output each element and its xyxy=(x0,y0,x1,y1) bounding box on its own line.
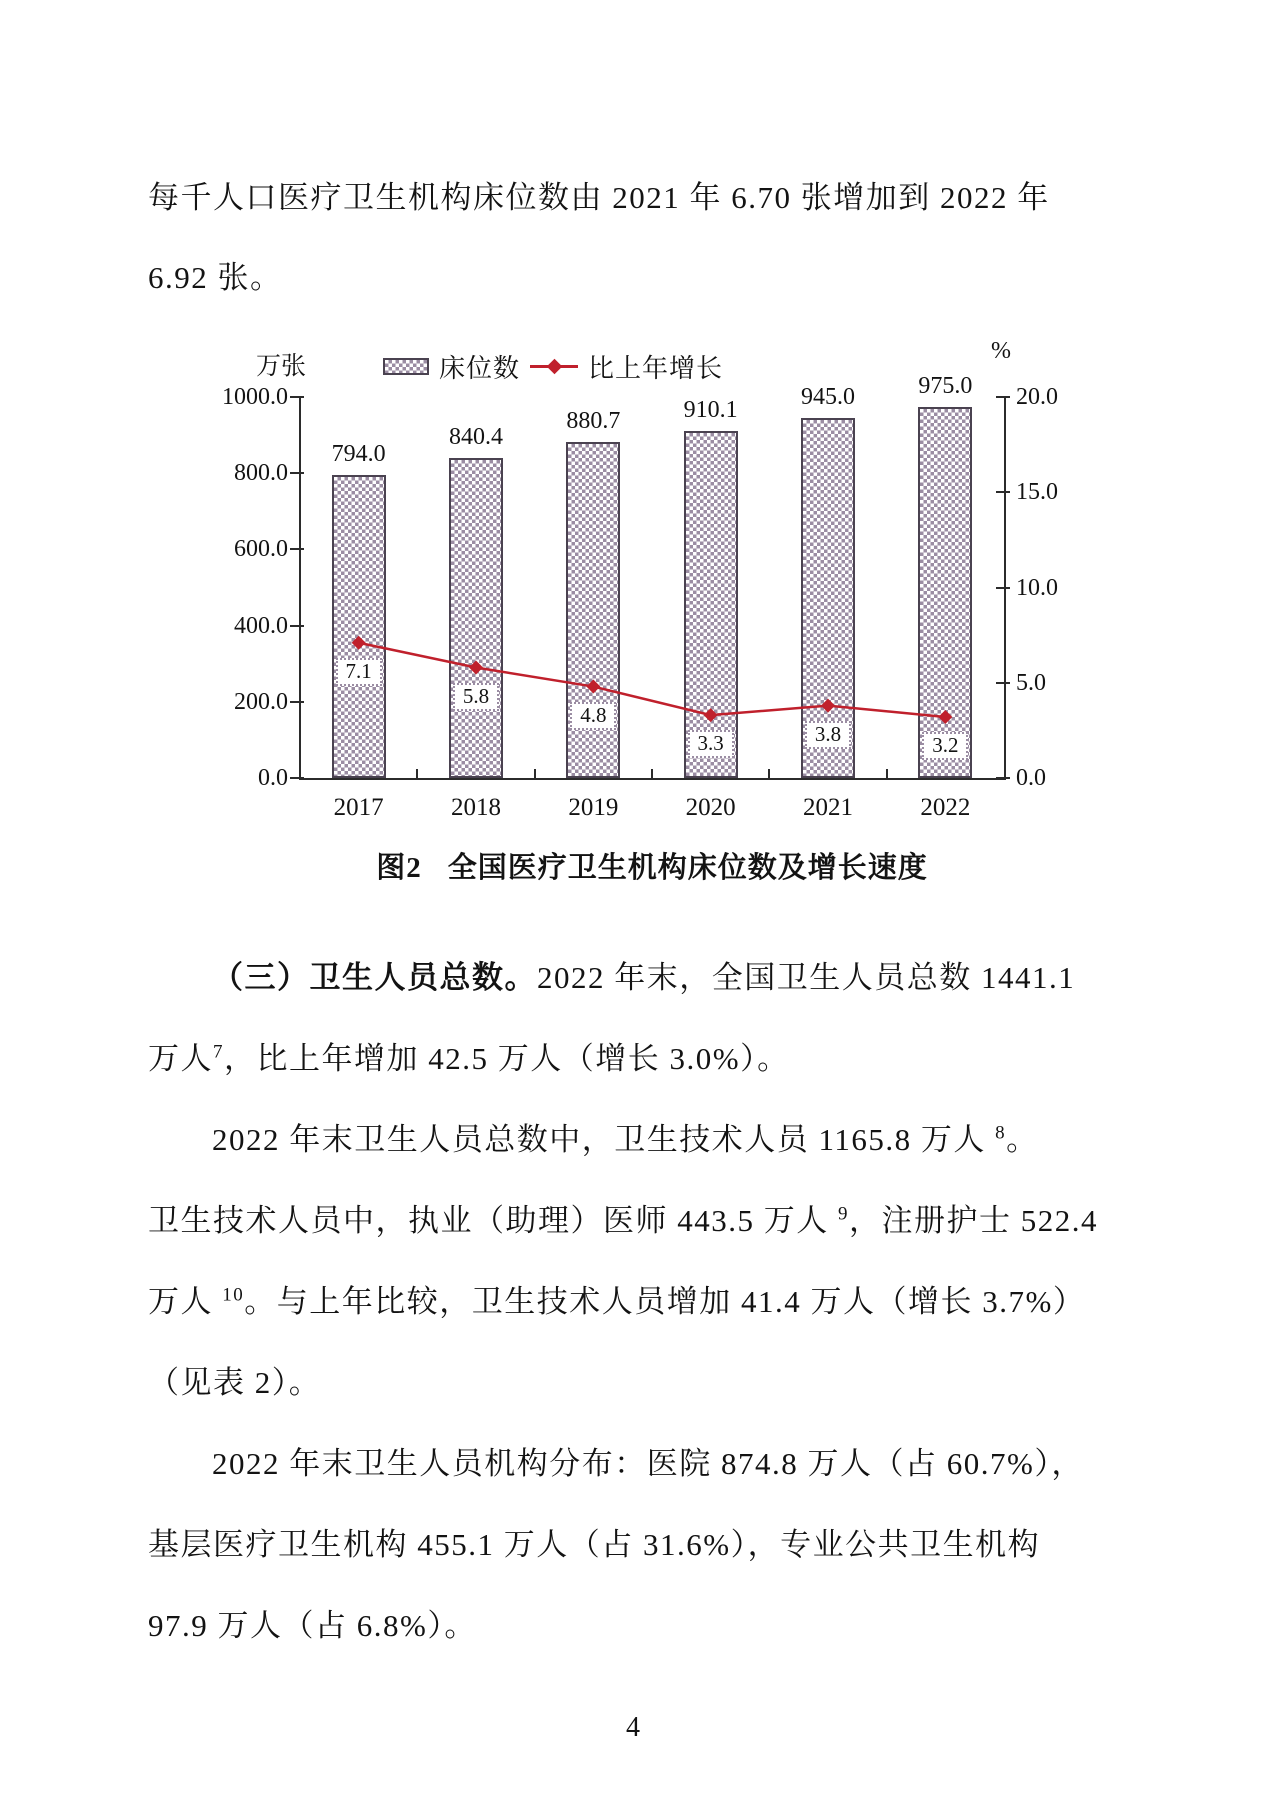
bar-2018 xyxy=(449,458,503,778)
x-axis-tick xyxy=(534,769,536,778)
left-axis-tick xyxy=(290,396,304,398)
body-text: 97.9 万人（占 6.8%）。 xyxy=(148,1608,477,1643)
paragraph-line xyxy=(148,1033,1168,1078)
bar-value-label-2017: 794.0 xyxy=(331,441,386,468)
bar-value-label-2021: 945.0 xyxy=(801,383,855,410)
paragraph-line xyxy=(212,1114,1232,1159)
right-axis-tick xyxy=(996,587,1010,589)
x-axis-tick xyxy=(416,769,418,778)
bar-2020 xyxy=(684,431,738,778)
x-axis-label-2020: 2020 xyxy=(685,794,736,821)
page-number: 4 xyxy=(626,1712,640,1743)
left-axis-tick xyxy=(290,548,304,550)
body-text: 6.92 张。 xyxy=(148,260,283,295)
growth-legend-diamond-icon xyxy=(547,358,563,374)
paragraph-line xyxy=(148,1357,1168,1402)
footnote-ref: 7 xyxy=(213,1041,224,1063)
left-axis-tick xyxy=(290,701,304,703)
left-axis-tick-label: 600.0 xyxy=(234,536,288,563)
right-axis-line xyxy=(1004,397,1006,780)
growth-value-label-2017: 7.1 xyxy=(336,658,382,686)
x-axis-label-2022: 2022 xyxy=(920,794,971,821)
bar-value-label-2020: 910.1 xyxy=(683,397,738,424)
growth-value-label-2019: 4.8 xyxy=(570,702,616,730)
paragraph-line xyxy=(148,1276,1168,1321)
body-text: 2022 年末卫生人员机构分布：医院 874.8 万人（占 60.7%）， xyxy=(212,1446,1084,1481)
left-axis-tick-label: 0.0 xyxy=(258,765,288,791)
footnote-ref: 8 xyxy=(995,1122,1007,1144)
paragraph-line xyxy=(212,1438,1232,1483)
right-axis-tick xyxy=(996,491,1010,493)
growth-legend-label: 比上年增长 xyxy=(588,353,724,383)
left-axis-tick xyxy=(290,472,304,474)
footnote-ref: 10 xyxy=(222,1284,245,1306)
figure-title: 全国医疗卫生机构床位数及增长速度 xyxy=(447,852,928,884)
figure-number: 图2 xyxy=(376,852,422,884)
x-axis-line xyxy=(299,778,1006,780)
bar-value-label-2022: 975.0 xyxy=(918,372,973,399)
body-text: ，比上年增加 42.5 万人（增长 3.0%）。 xyxy=(224,1041,790,1076)
paragraph-line xyxy=(148,1519,1168,1564)
paragraph-line xyxy=(212,952,1232,997)
growth-legend-line-icon xyxy=(530,365,578,368)
growth-value-label-2018: 5.8 xyxy=(453,683,499,711)
right-axis-unit-label: % xyxy=(991,338,1011,364)
bar-2017 xyxy=(332,475,386,778)
x-axis-label-2018: 2018 xyxy=(451,794,501,821)
right-axis-tick-label: 5.0 xyxy=(1016,669,1046,696)
body-text: 万人 xyxy=(148,1041,213,1076)
left-axis-tick xyxy=(290,777,304,779)
body-text: 卫生技术人员中，执业（助理）医师 443.5 万人 xyxy=(148,1203,838,1238)
left-axis-unit-label: 万张 xyxy=(256,353,307,380)
bar-2022 xyxy=(918,407,972,778)
right-axis-tick-label: 0.0 xyxy=(1016,765,1046,791)
paragraph-line xyxy=(148,1195,1168,1240)
section-heading: （三）卫生人员总数。 xyxy=(212,960,537,995)
body-text: 每千人口医疗卫生机构床位数由 2021 年 6.70 张增加到 2022 年 xyxy=(148,180,1050,215)
right-axis-tick-label: 10.0 xyxy=(1016,574,1058,601)
x-axis-tick xyxy=(651,769,653,778)
x-axis-label-2019: 2019 xyxy=(568,794,619,821)
growth-value-label-2021: 3.8 xyxy=(805,721,851,749)
right-axis-tick-label: 15.0 xyxy=(1016,479,1058,506)
x-axis-tick xyxy=(768,769,770,778)
left-axis-tick-label: 1000.0 xyxy=(222,384,288,410)
body-text: 万人 xyxy=(148,1284,223,1319)
chart-caption xyxy=(300,845,1004,886)
beds-legend-label: 床位数 xyxy=(439,353,521,383)
paragraph-line xyxy=(148,1600,1168,1645)
right-axis-tick xyxy=(996,777,1010,779)
right-axis-tick-label: 20.0 xyxy=(1016,384,1058,410)
bar-value-label-2019: 880.7 xyxy=(566,408,621,435)
x-axis-label-2021: 2021 xyxy=(803,794,853,821)
body-text: 2022 年末，全国卫生人员总数 1441.1 xyxy=(537,960,1076,995)
chart-legend xyxy=(383,350,723,382)
bar-value-label-2018: 840.4 xyxy=(449,423,503,450)
x-axis-label-2017: 2017 xyxy=(333,794,384,821)
left-axis-tick-label: 800.0 xyxy=(234,460,288,487)
beds-chart xyxy=(0,0,1280,900)
left-axis-tick-label: 400.0 xyxy=(234,612,288,639)
left-axis-tick xyxy=(290,625,304,627)
body-text: 。与上年比较，卫生技术人员增加 41.4 万人（增长 3.7%） xyxy=(244,1284,1086,1319)
body-text: 基层医疗卫生机构 455.1 万人（占 31.6%），专业公共卫生机构 xyxy=(148,1527,1041,1562)
x-axis-tick xyxy=(886,769,888,778)
right-axis-tick xyxy=(996,682,1010,684)
beds-legend-swatch-icon xyxy=(383,358,429,375)
body-text: ，注册护士 522.4 xyxy=(849,1203,1098,1238)
growth-value-label-2022: 3.2 xyxy=(922,732,968,760)
growth-value-label-2020: 3.3 xyxy=(688,730,734,758)
footnote-ref: 9 xyxy=(838,1203,849,1225)
body-text: 2022 年末卫生人员总数中，卫生技术人员 1165.8 万人 xyxy=(212,1122,996,1157)
body-text: （见表 2）。 xyxy=(148,1365,322,1400)
body-text: 。 xyxy=(1006,1122,1039,1157)
left-axis-tick-label: 200.0 xyxy=(234,688,288,715)
